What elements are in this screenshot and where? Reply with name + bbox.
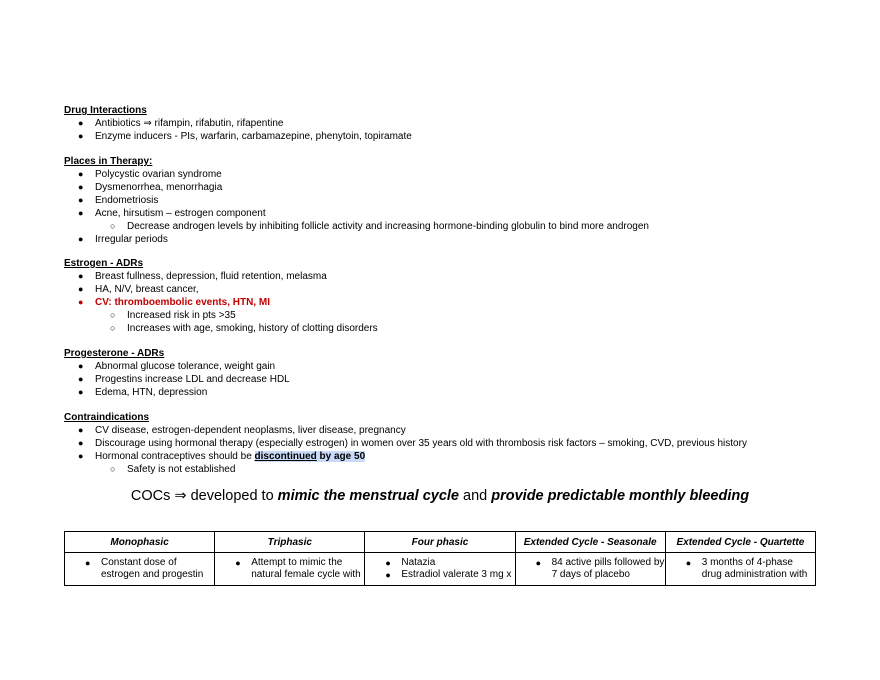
cocs-table (64, 531, 816, 586)
hollow-bullet-icon: ○ (110, 464, 116, 474)
bullet-icon: ● (685, 558, 692, 568)
table-cell-quartette: ● 3 months of 4-phase drug administration with (665, 553, 815, 586)
bullet-icon: ● (385, 570, 391, 580)
contraindications-section (64, 411, 844, 476)
list-item: ● HA, N/V, breast cancer, (78, 284, 199, 295)
section-heading: Contraindications (64, 412, 150, 423)
list-item: ● Breast fullness, depression, fluid retention, melasma (78, 271, 327, 282)
sub-list-item: ○ Safety is not established (110, 464, 236, 475)
list-item: ● Antibiotics ⇒ rifampin, rifabutin, rifapentine (78, 118, 284, 129)
bullet-icon: ● (78, 234, 84, 244)
bullet-icon: ● (78, 284, 84, 294)
bullet-icon: ● (235, 558, 241, 568)
table-cell-triphasic: ● Attempt to mimic the natural female cycle with (215, 553, 365, 586)
table-header-cell: Triphasic (215, 532, 365, 553)
table-header-cell: Monophasic (65, 532, 215, 553)
bullet-icon: ● (78, 425, 84, 435)
table-cell-seasonale: ● 84 active pills followed by 7 days of placebo (515, 553, 665, 586)
sub-list-item: ○ Increased risk in pts >35 (110, 310, 236, 321)
places-in-therapy-section (64, 155, 844, 246)
bullet-icon: ● (78, 195, 84, 205)
list-item-cv-warning: ● CV: thromboembolic events, HTN, MI (78, 297, 271, 308)
bullet-icon: ● (535, 558, 541, 568)
highlighted-text: discontinued by age 50 (254, 451, 366, 462)
bullet-icon: ● (78, 374, 84, 384)
list-item: ● Abnormal glucose tolerance, weight gain (78, 361, 276, 372)
list-item: ● Irregular periods (78, 234, 168, 245)
hollow-bullet-icon: ○ (110, 221, 116, 231)
list-item: ● Endometriosis (78, 195, 159, 206)
bullet-icon: ● (78, 361, 84, 371)
list-item: ● Hormonal contraceptives should be discontinued by age 50 (78, 451, 366, 462)
list-item: ● Dysmenorrhea, menorrhagia (78, 182, 223, 193)
bullet-icon: ● (85, 558, 91, 568)
bullet-icon: ● (78, 451, 84, 461)
bullet-icon: ● (78, 387, 84, 397)
drug-interactions-section (64, 104, 844, 143)
sub-list-item: ○ Increases with age, smoking, history of clotting disorders (110, 323, 378, 334)
table-cell-four-phasic: ● Natazia ● Estradiol valerate 3 mg x (365, 553, 515, 586)
estrogen-adrs-section (64, 257, 844, 335)
list-item: ● Progestins increase LDL and decrease HDL (78, 374, 290, 385)
hollow-bullet-icon: ○ (110, 310, 116, 320)
section-heading: Progesterone - ADRs (64, 348, 165, 359)
bullet-icon: ● (78, 118, 84, 128)
list-item: ● CV disease, estrogen-dependent neoplasms, liver disease, pregnancy (78, 425, 406, 436)
bullet-icon: ● (385, 558, 391, 568)
table-cell-monophasic: ● Constant dose of estrogen and progestin (65, 553, 215, 586)
section-heading: Places in Therapy: (64, 156, 153, 167)
list-item: ● Polycystic ovarian syndrome (78, 169, 222, 180)
bullet-icon: ● (78, 131, 84, 141)
table-row (65, 553, 816, 586)
cocs-caption: COCs ⇒ developed to mimic the menstrual cycle and provide predictable monthly bleeding (130, 488, 750, 504)
section-heading: Drug Interactions (64, 105, 147, 116)
list-item: ● Enzyme inducers - PIs, warfarin, carbamazepine, phenytoin, topiramate (78, 131, 412, 142)
progesterone-adrs-section (64, 347, 844, 399)
bullet-icon: ● (78, 271, 84, 281)
hollow-bullet-icon: ○ (110, 323, 116, 333)
bullet-icon: ● (78, 182, 84, 192)
bullet-icon: ● (78, 297, 84, 307)
list-item: ● Discourage using hormonal therapy (especially estrogen) in women over 35 years old with thrombosis risk factors – smoking, CVD, previous history (78, 438, 747, 449)
sub-list-item: ○ Decrease androgen levels by inhibiting follicle activity and increasing hormone-binding globulin to bind more androgen (110, 221, 649, 232)
bullet-icon: ● (78, 169, 84, 179)
list-item: ● Acne, hirsutism – estrogen component (78, 208, 266, 219)
table-header-cell: Four phasic (365, 532, 515, 553)
table-header-row (65, 532, 816, 553)
bullet-icon: ● (78, 438, 84, 448)
section-heading: Estrogen - ADRs (64, 258, 144, 269)
table-header-cell: Extended Cycle - Seasonale (515, 532, 665, 553)
list-item: ● Edema, HTN, depression (78, 387, 208, 398)
table-header-cell: Extended Cycle - Quartette (665, 532, 815, 553)
bullet-icon: ● (78, 208, 84, 218)
